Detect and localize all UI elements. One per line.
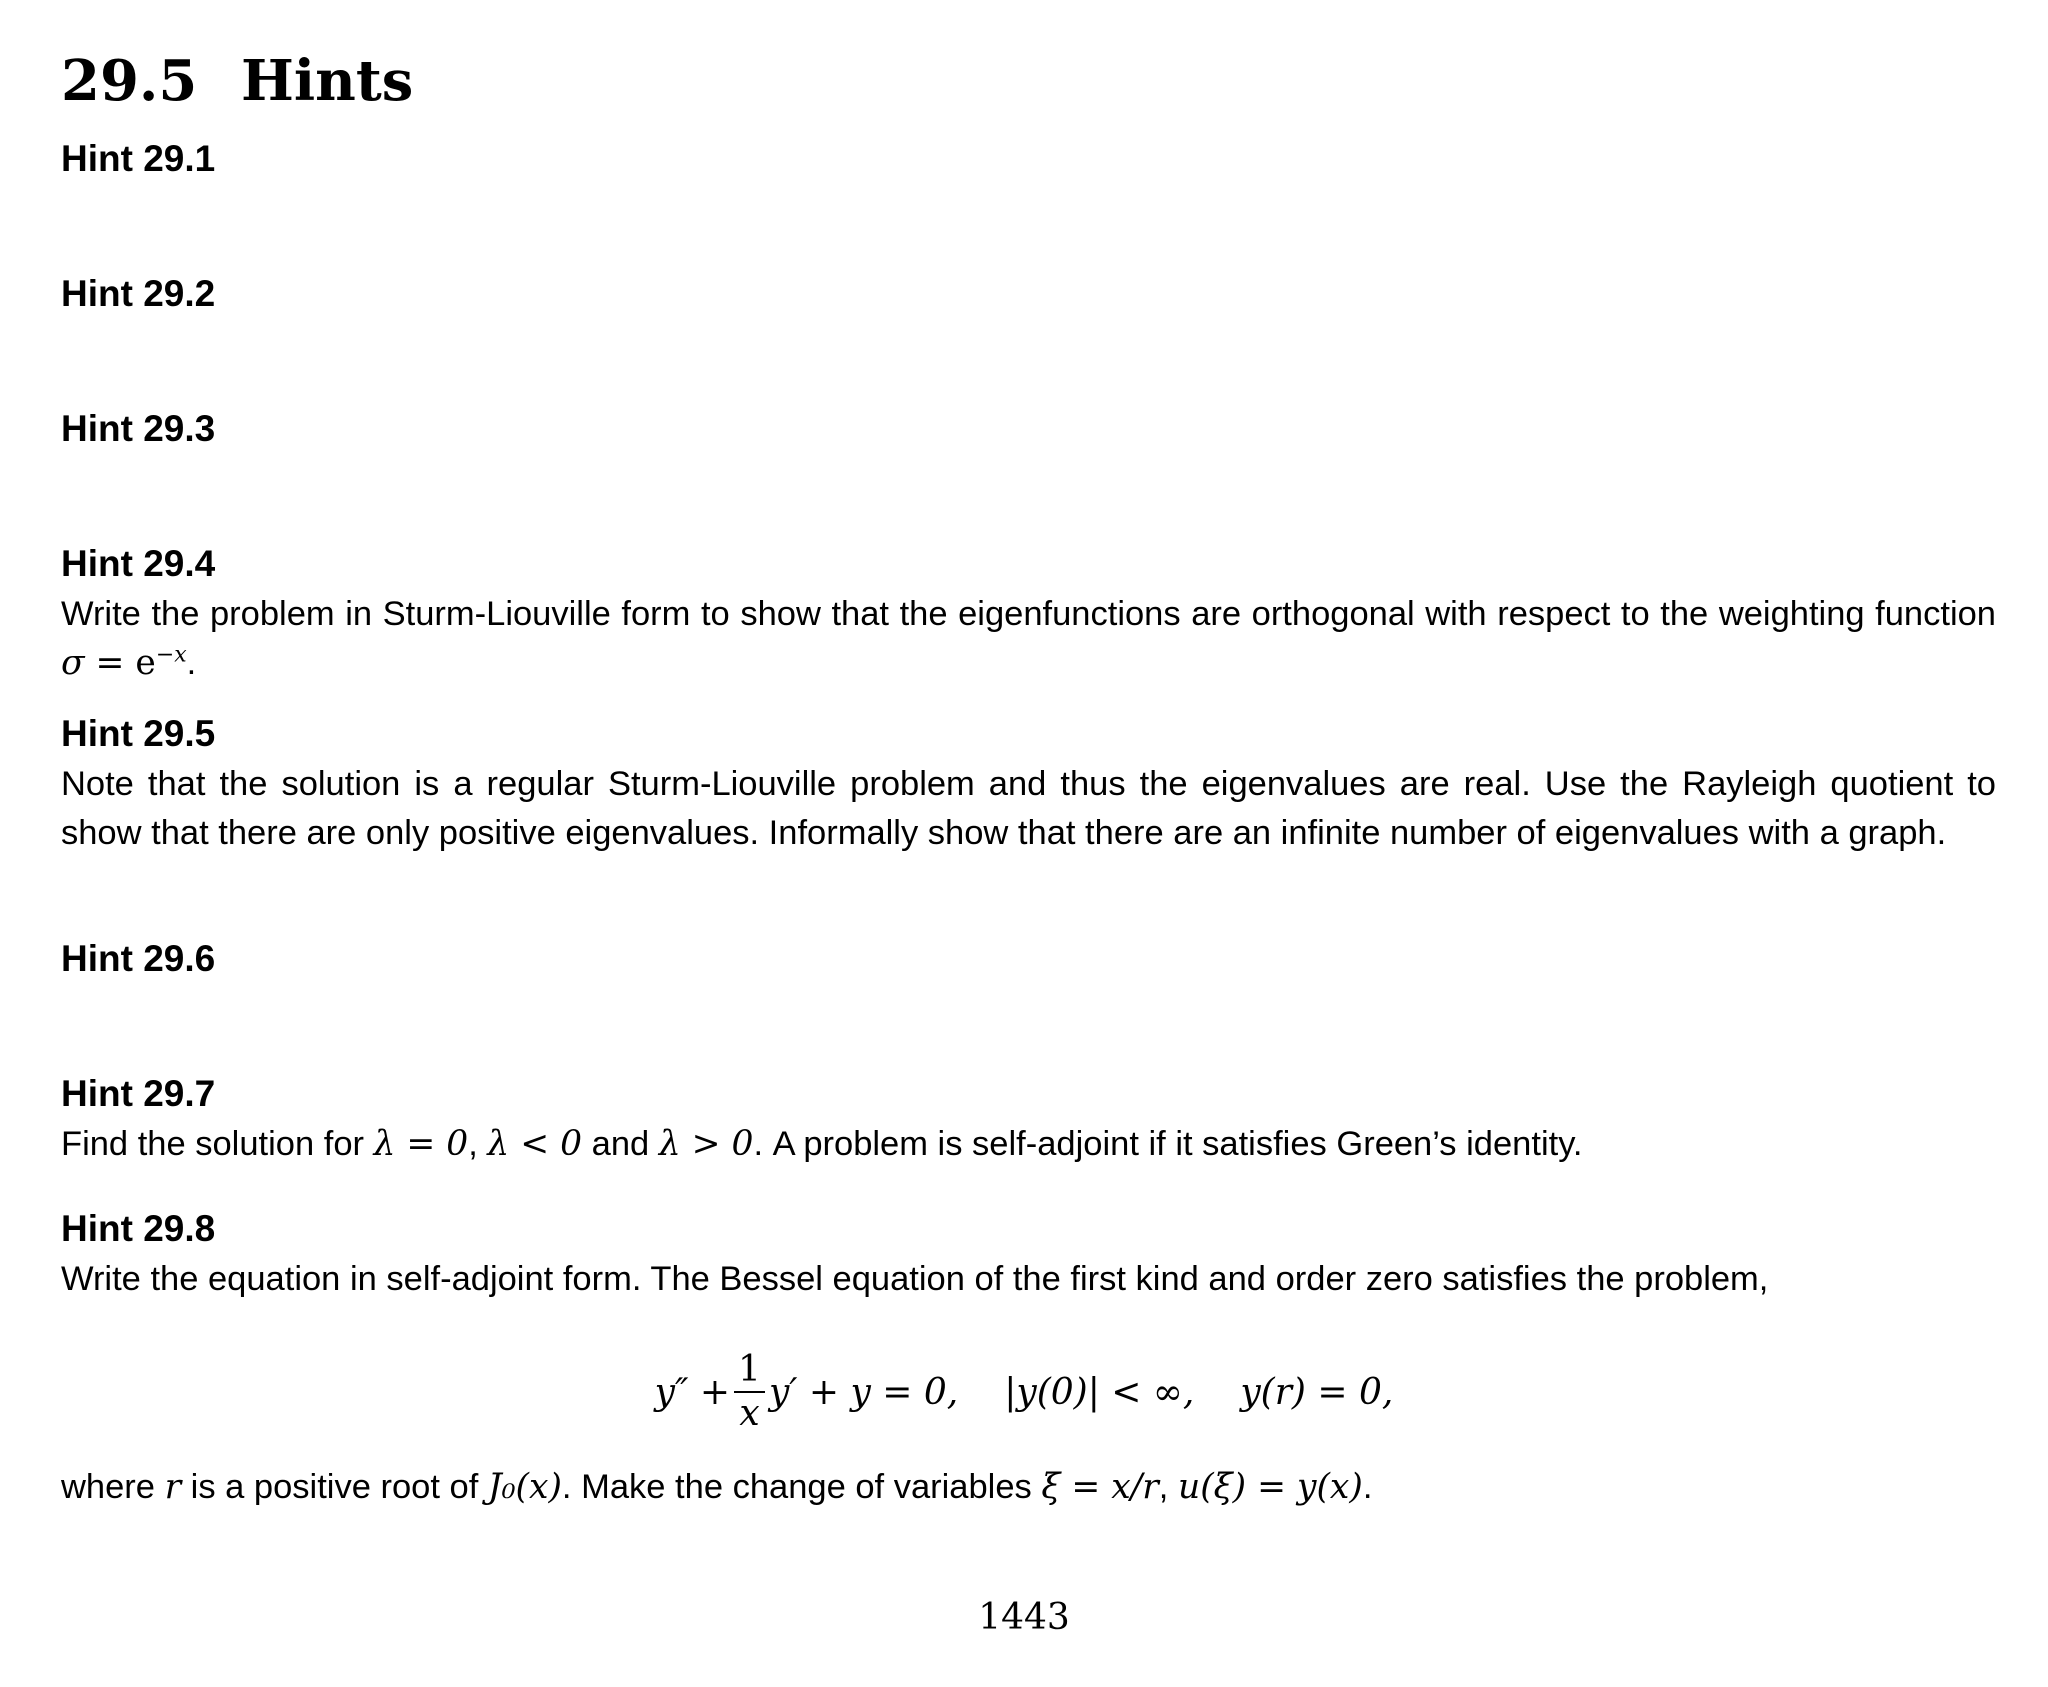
math-change-of-variable: ξ = x/r	[1041, 1467, 1159, 1507]
hint-text: . Make the change of variables	[561, 1468, 1042, 1506]
hint-body-29-8-continued	[61, 1463, 1996, 1512]
fraction-numerator: 1	[734, 1349, 765, 1393]
hint-text: and	[582, 1125, 659, 1163]
display-equation	[0, 1338, 2048, 1446]
section-title	[61, 46, 413, 116]
hint-title-29-3: Hint 29.3	[61, 408, 216, 449]
hint-body-29-7	[61, 1120, 1996, 1169]
boundary-condition: |y(0)| < ∞,	[1004, 1371, 1195, 1413]
page-number: 1443	[978, 1597, 1070, 1638]
hint-text: is a positive root of	[181, 1468, 488, 1506]
math-lambda-zero: λ = 0	[373, 1124, 469, 1164]
equation-term: y′ + y = 0,	[768, 1371, 959, 1413]
fraction	[734, 1349, 765, 1435]
hint-title-29-5: Hint 29.5	[61, 713, 216, 754]
hint-title-29-4: Hint 29.4	[61, 543, 216, 584]
hint-text: ,	[1158, 1468, 1178, 1506]
hint-title-29-1: Hint 29.1	[61, 138, 216, 179]
hint-title-29-2: Hint 29.2	[61, 273, 216, 314]
math-substitution: u(ξ) = y(x)	[1177, 1467, 1363, 1507]
section-heading: Hints	[241, 48, 414, 114]
hint-text: ,	[468, 1125, 488, 1163]
hint-title-29-6: Hint 29.6	[61, 938, 216, 979]
equation-term: y″ +	[654, 1371, 731, 1413]
hint-text: Write the problem in Sturm-Liouville form to show that the eigenfunctions are orthogonal with respect to the weighting function	[61, 595, 1996, 633]
hint-title-29-7: Hint 29.7	[61, 1073, 216, 1114]
hint-body-29-4	[61, 590, 1996, 688]
hint-text: where	[61, 1468, 165, 1506]
hint-text: . A problem is self-adjoint if it satisfies Green’s identity.	[753, 1125, 1583, 1163]
hint-text: .	[1362, 1468, 1373, 1506]
math-sigma: σ	[61, 643, 85, 683]
hint-body-29-5: Note that the solution is a regular Sturm-Liouville problem and thus the eigenvalues are real. Use the Rayleigh quotient to show that there are only positive eigenvalues. Informally show that there are an infinite number of eigenvalues with a graph.	[61, 765, 1996, 852]
hint-text: Find the solution for	[61, 1125, 374, 1163]
math-lambda-negative: λ < 0	[487, 1124, 583, 1164]
math-bessel-j0: J₀(x)	[487, 1467, 562, 1507]
hint-body-29-8: Write the equation in self-adjoint form. The Bessel equation of the first kind and order zero satisfies the problem,	[61, 1260, 1769, 1298]
math-exp-base: = e	[84, 643, 156, 683]
math-r: r	[164, 1467, 182, 1507]
fraction-denominator: x	[739, 1393, 760, 1434]
section-number: 29.5	[61, 48, 198, 114]
hint-text: .	[186, 644, 197, 682]
hint-title-29-8: Hint 29.8	[61, 1208, 216, 1249]
math-lambda-positive: λ > 0	[658, 1124, 754, 1164]
math-exponent: −x	[155, 642, 187, 668]
boundary-condition: y(r) = 0,	[1240, 1371, 1394, 1413]
